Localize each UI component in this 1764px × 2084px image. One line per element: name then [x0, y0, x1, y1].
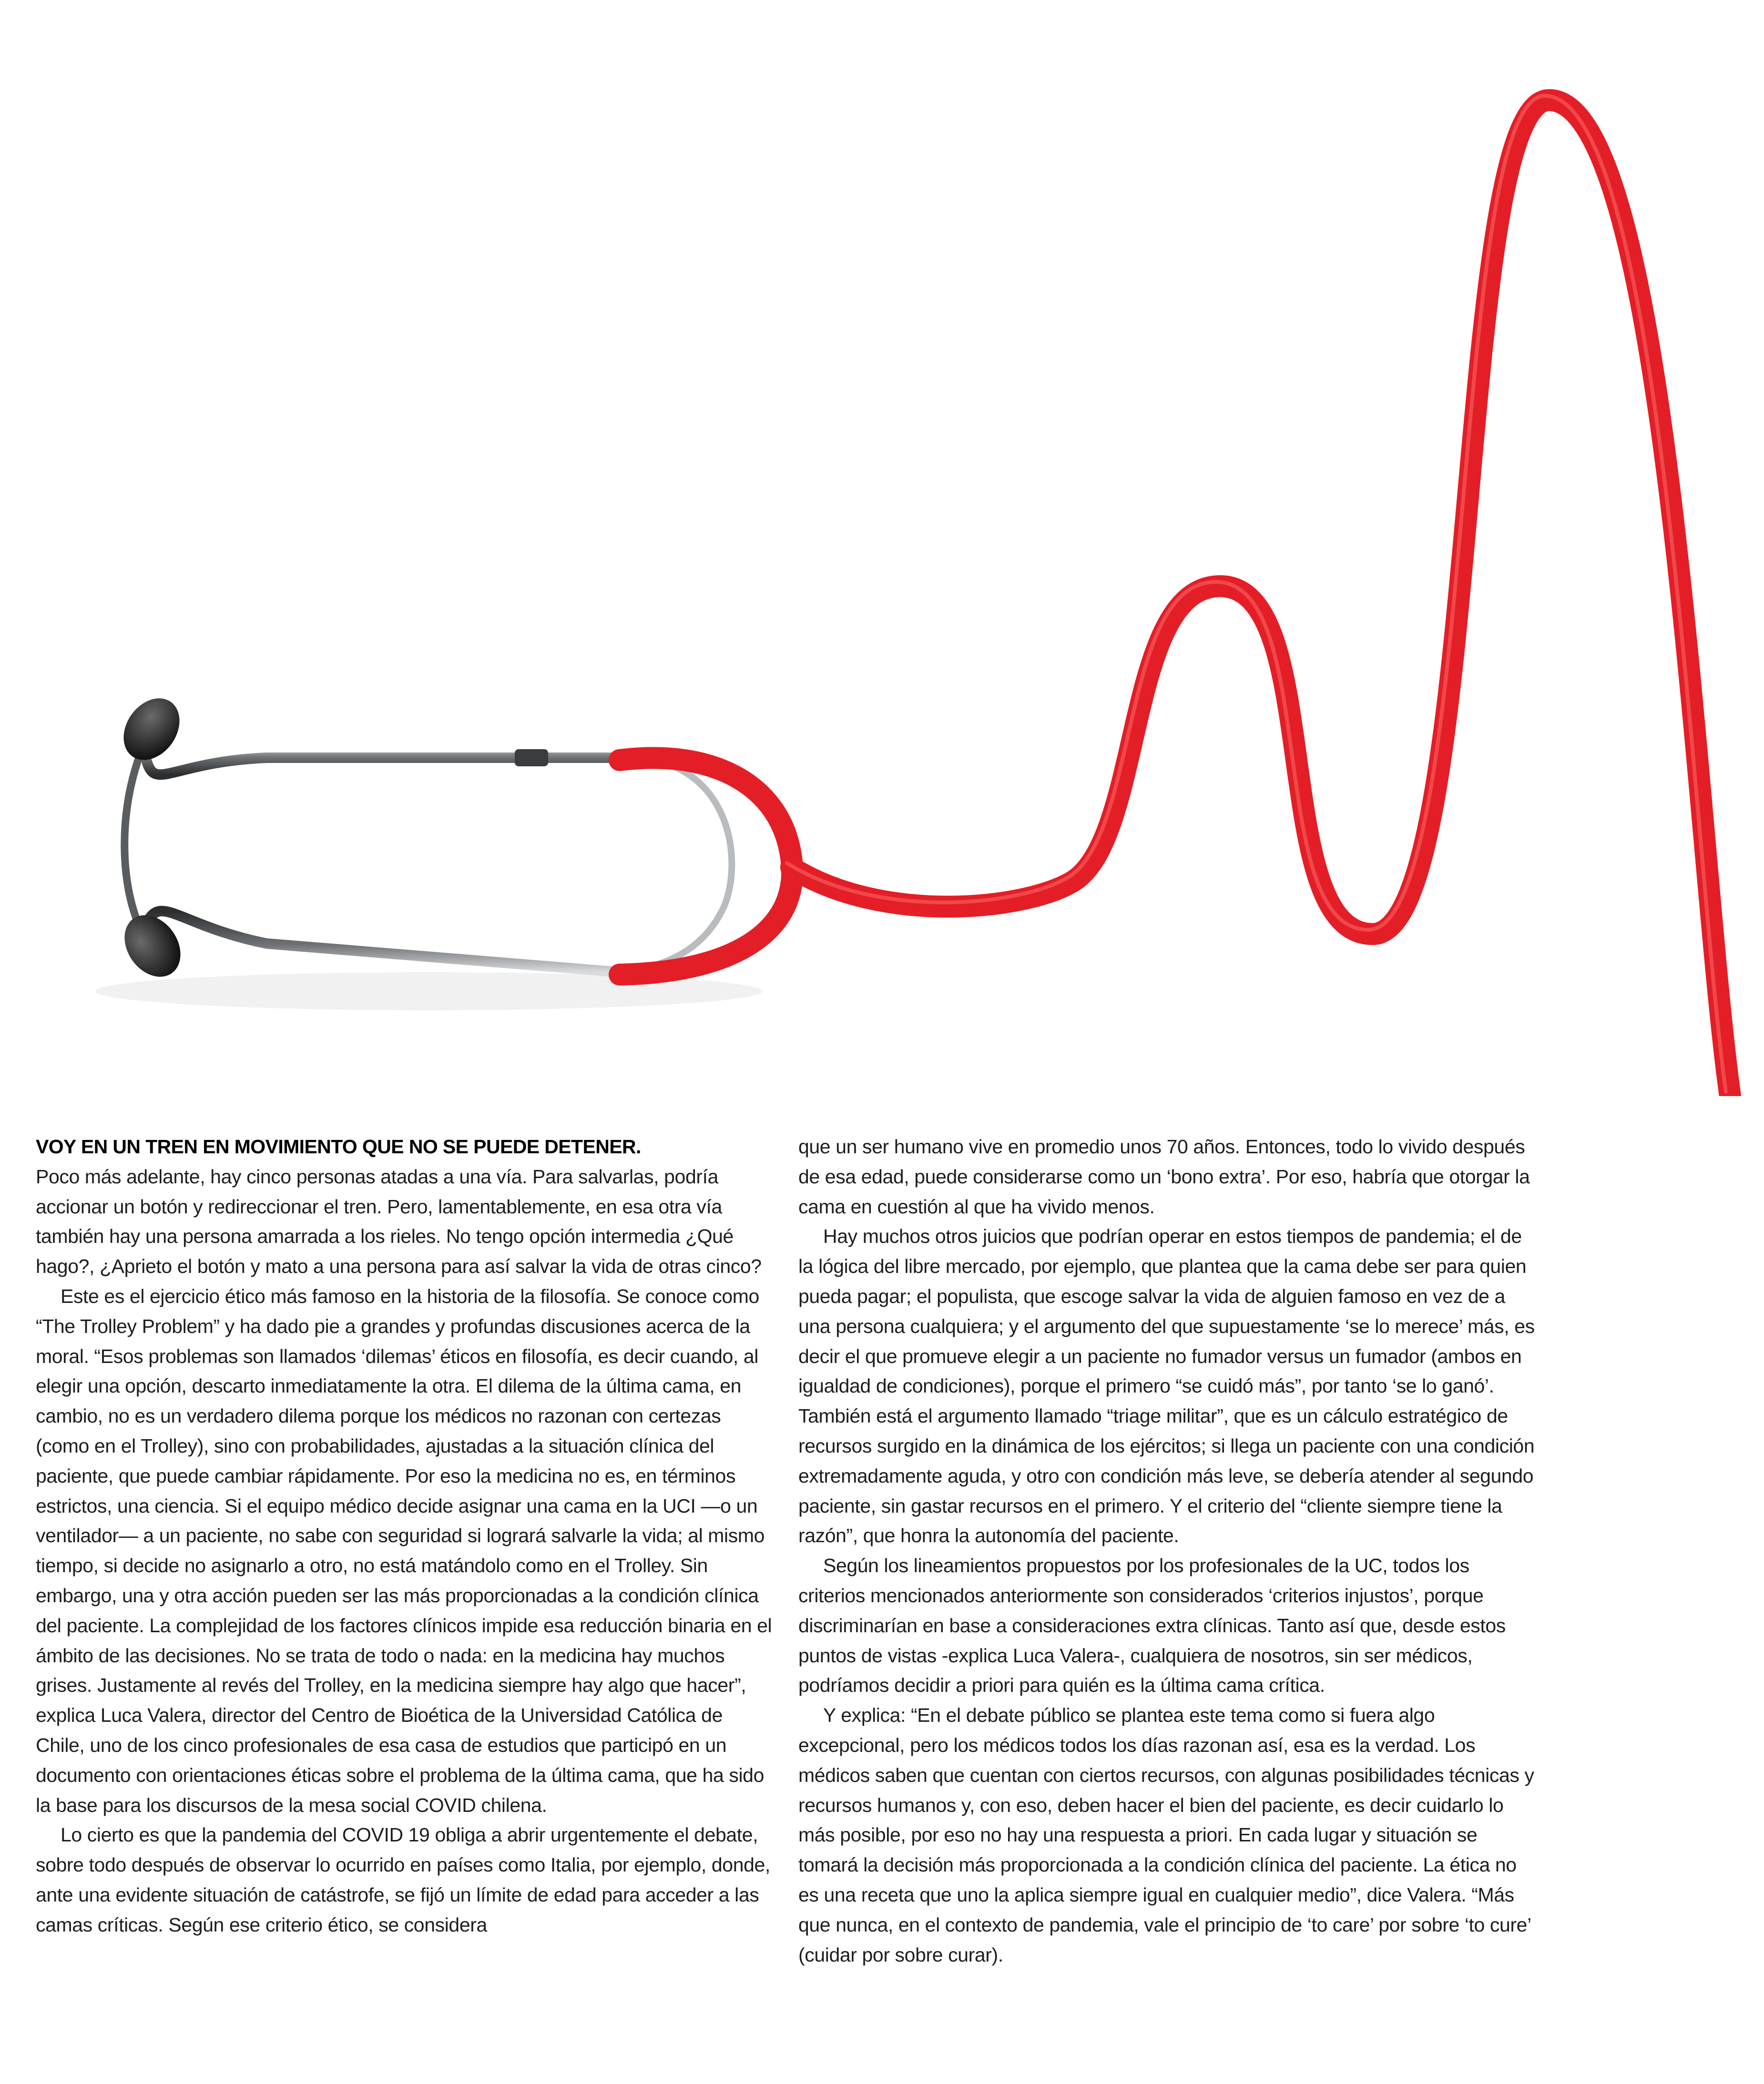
article-paragraph: Según los lineamientos propuestos por los profesionales de la UC, todos los criterios mencionados anteriormente son considerados ‘criterios injustos’, porque discriminarían en base a consideraciones extra clínicas. Tanto así que, desde estos puntos de vistas -explica Luca Valera-, cualquiera de nosotros, sin ser médicos, podríamos decidir a priori para quién es la última cama crítica.: [798, 1555, 1506, 1697]
metal-tubes: [124, 743, 732, 972]
article-lead: VOY EN UN TREN EN MOVIMIENTO QUE NO SE PUEDE DETENER.: [36, 1136, 641, 1158]
article-paragraph: Hay muchos otros juicios que podrían operar en estos tiempos de pandemia; el de la lógica del libre mercado, por ejemplo, que plantea que la cama debe ser para quien pueda pagar; el populista, que escoge salvar la vida de alguien famoso en vez de a una persona cualquiera; y el argumento del que supuestamente ‘se lo merece’ más, es decir el que promueve elegir a un paciente no fumador versus un fumador (ambos en igualdad de condiciones), porque el primero “se cuidó más”, por tanto ‘se lo ganó’. También está el argumento llamado “triage militar”, que es un cálculo estratégico de recursos surgido en la dinámica de los ejércitos; si llega un paciente con una condición extremadamente aguda, y otro con condición más leve, se debería atender al segundo paciente, sin gastar recursos en el primero. Y el criterio del “cliente siempre tiene la razón”, que honra la autonomía del paciente.: [798, 1225, 1535, 1547]
red-tube-heartbeat: [620, 96, 1730, 1096]
article-paragraph: que un ser humano vive en promedio unos 70 años. Entonces, todo lo vivido después de esa edad, puede considerarse como un ‘bono extra’. Por eso, habría que otorgar la cama en cuestión al que ha vivido menos.: [798, 1136, 1530, 1218]
article-column-left: [36, 1132, 772, 1940]
article-paragraph: Y explica: “En el debate público se plantea este tema como si fuera algo excepcional, pero los médicos todos los días razonan así, esa es la verdad. Los médicos saben que cuentan con ciertos recursos, con algunas posibilidades técnicas y recursos humanos y, con eso, deben hacer el bien del paciente, es decir cuidarlo lo más posible, por eso no hay una respuesta a priori. En cada lugar y situación se tomará la decisión más proporcionada a la condición clínica del paciente. La ética no es una receta que uno la aplica siempre igual en cualquier medio”, dice Valera. “Más que nunca, en el contexto de pandemia, vale el principio de ‘to care’ por sobre ‘to cure’ (cuidar por sobre curar).: [798, 1704, 1534, 1966]
article-paragraph: Este es el ejercicio ético más famoso en la historia de la filosofía. Se conoce como “The Trolley Problem” y ha dado pie a grandes y profundas discusiones acerca de la moral. “Esos problemas son llamados ‘dilemas’ éticos en filosofía, es decir cuando, al elegir una opción, descarto inmediatamente la otra. El dilema de la última cama, en cambio, no es un verdadero dilema porque los médicos no razonan con certezas (como en el Trolley), sino con probabilidades, ajustadas a la situación clínica del paciente, que puede cambiar rápidamente. Por eso la medicina no es, en términos estrictos, una ciencia. Si el equipo médico decide asignar una cama en la UCI —o un ventilador— a un paciente, no sabe con seguridad si logrará salvarle la vida; al mismo tiempo, si decide no asignarlo a otro, no está matándolo como en el Trolley. Sin embargo, una y otra acción pueden ser las más proporcionadas a la condición clínica del paciente. La complejidad de los factores clínicos impide esa reducción binaria en el ámbito de las decisiones. No se trata de todo o nada: en la medicina hay muchos grises. Justamente al revés del Trolley, en la medicina siempre hay algo que hacer”, explica Luca Valera, director del Centro de Bioética de la Universidad Católica de Chile, uno de los cinco profesionales de esa casa de estudios que participó en un documento con orientaciones éticas sobre el problema de la última cama, que ha sido la base para los discursos de la mesa social COVID chilena.: [36, 1285, 772, 1816]
article-paragraph: Poco más adelante, hay cinco personas atadas a una vía. Para salvarlas, podría accionar un botón y redireccionar el tren. Pero, lamentablemente, en esa otra vía también hay una persona amarrada a los rieles. No tengo opción intermedia ¿Qué hago?, ¿Aprieto el botón y mato a una persona para así salvar la vida de otras cinco?: [36, 1165, 762, 1278]
article-column-right: [798, 1132, 1535, 1970]
article-paragraph: Lo cierto es que la pandemia del COVID 19 obliga a abrir urgentemente el debate, sobre todo después de observar lo ocurrido en países como Italia, por ejemplo, donde, ante una evidente situación de catástrofe, se fijó un límite de edad para acceder a las camas críticas. Según ese criterio ético, se considera: [36, 1824, 770, 1936]
